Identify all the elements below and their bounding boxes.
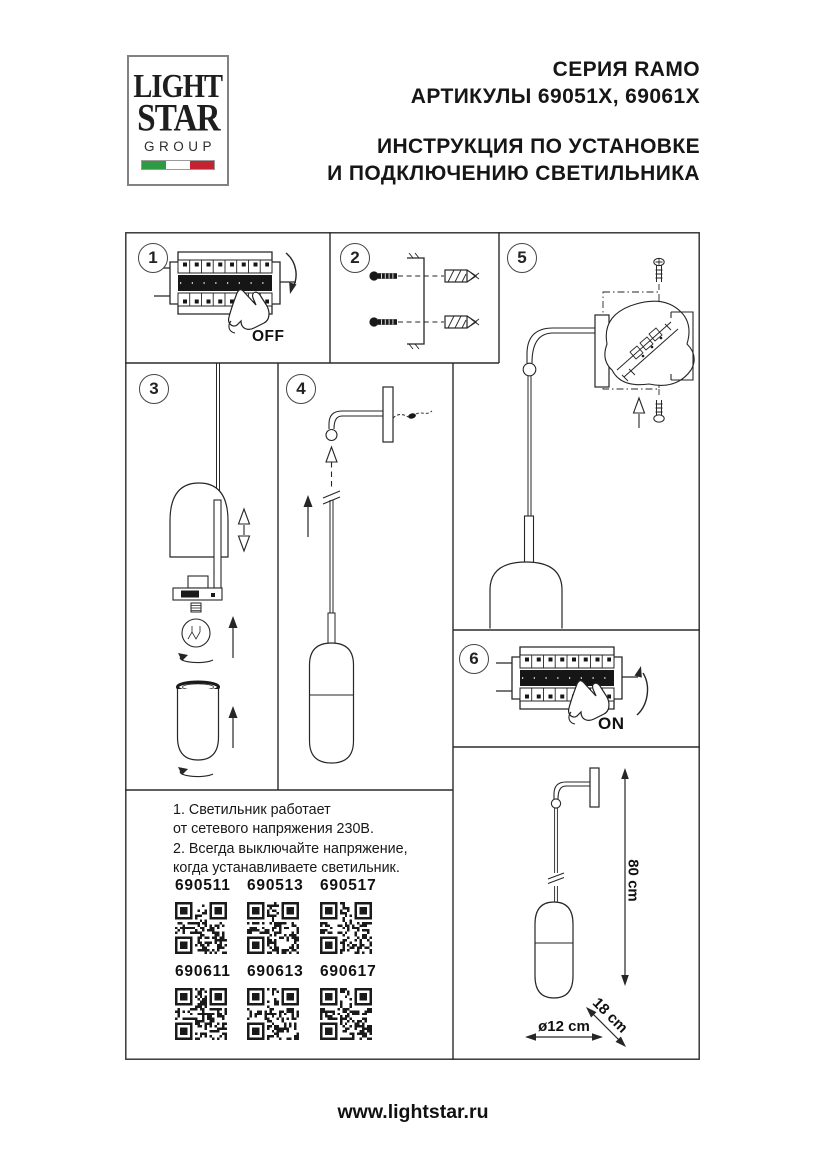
step-number-badge-3: 3	[139, 374, 169, 404]
lightstar-logo	[127, 55, 229, 186]
note-line: от сетевого напряжения 230В.	[173, 821, 374, 838]
article-number: 690611	[175, 963, 231, 980]
step3-shade-assembly-illustration	[170, 363, 250, 777]
installation-diagram	[125, 232, 700, 1060]
italian-flag-icon	[141, 160, 215, 170]
step1-breaker-off-illustration	[154, 252, 297, 333]
flag-red	[190, 161, 214, 169]
step-number-badge-5: 5	[507, 243, 537, 273]
qr-code	[175, 988, 227, 1040]
article-number: 690617	[320, 963, 377, 980]
logo-text-light: LIGHT	[133, 67, 223, 105]
logo-text-star: STAR	[136, 95, 220, 139]
note-line: когда устанавливаете светильник.	[173, 860, 400, 877]
qr-code	[247, 902, 299, 954]
step5-wall-mounting-illustration	[490, 258, 694, 628]
article-number: 690517	[320, 877, 377, 894]
dimension-diameter-label: ø12 cm	[538, 1018, 590, 1035]
document-title	[327, 56, 700, 187]
instruction-title-line1: ИНСТРУКЦИЯ ПО УСТАНОВКЕ	[376, 135, 700, 158]
article-number: 690511	[175, 877, 231, 894]
dimension-depth-label: 18 cm	[588, 994, 632, 1037]
safety-notes	[173, 801, 463, 879]
step-number-badge-6: 6	[459, 644, 489, 674]
note-line: 2. Всегда выключайте напряжение,	[173, 840, 408, 857]
articles-title: АРТИКУЛЫ 69051X, 69061X	[410, 85, 700, 108]
step4-rod-installation-illustration	[304, 387, 433, 763]
step2-mounting-hardware-illustration	[369, 253, 479, 349]
instruction-title-line2: И ПОДКЛЮЧЕНИЮ СВЕТИЛЬНИКА	[327, 162, 700, 185]
website-url: www.lightstar.ru	[337, 1101, 489, 1123]
logo-text-group: GROUP	[143, 138, 216, 154]
off-label: OFF	[252, 328, 285, 345]
article-number: 690613	[247, 963, 304, 980]
step6-breaker-on-illustration	[496, 647, 648, 724]
note-line: 1. Светильник работает	[173, 802, 331, 818]
qr-code	[320, 902, 372, 954]
step-number-badge-4: 4	[286, 374, 316, 404]
qr-code	[320, 988, 372, 1040]
article-number: 690513	[247, 877, 304, 894]
series-title: СЕРИЯ RAMO	[552, 58, 700, 81]
on-label: ON	[598, 714, 625, 733]
step-number-badge-2: 2	[340, 243, 370, 273]
dimension-height-label: 80 cm	[624, 859, 642, 902]
flag-green	[142, 161, 166, 169]
flag-white	[166, 161, 190, 169]
qr-code	[175, 902, 227, 954]
step-number-badge-1: 1	[138, 243, 168, 273]
qr-code	[247, 988, 299, 1040]
